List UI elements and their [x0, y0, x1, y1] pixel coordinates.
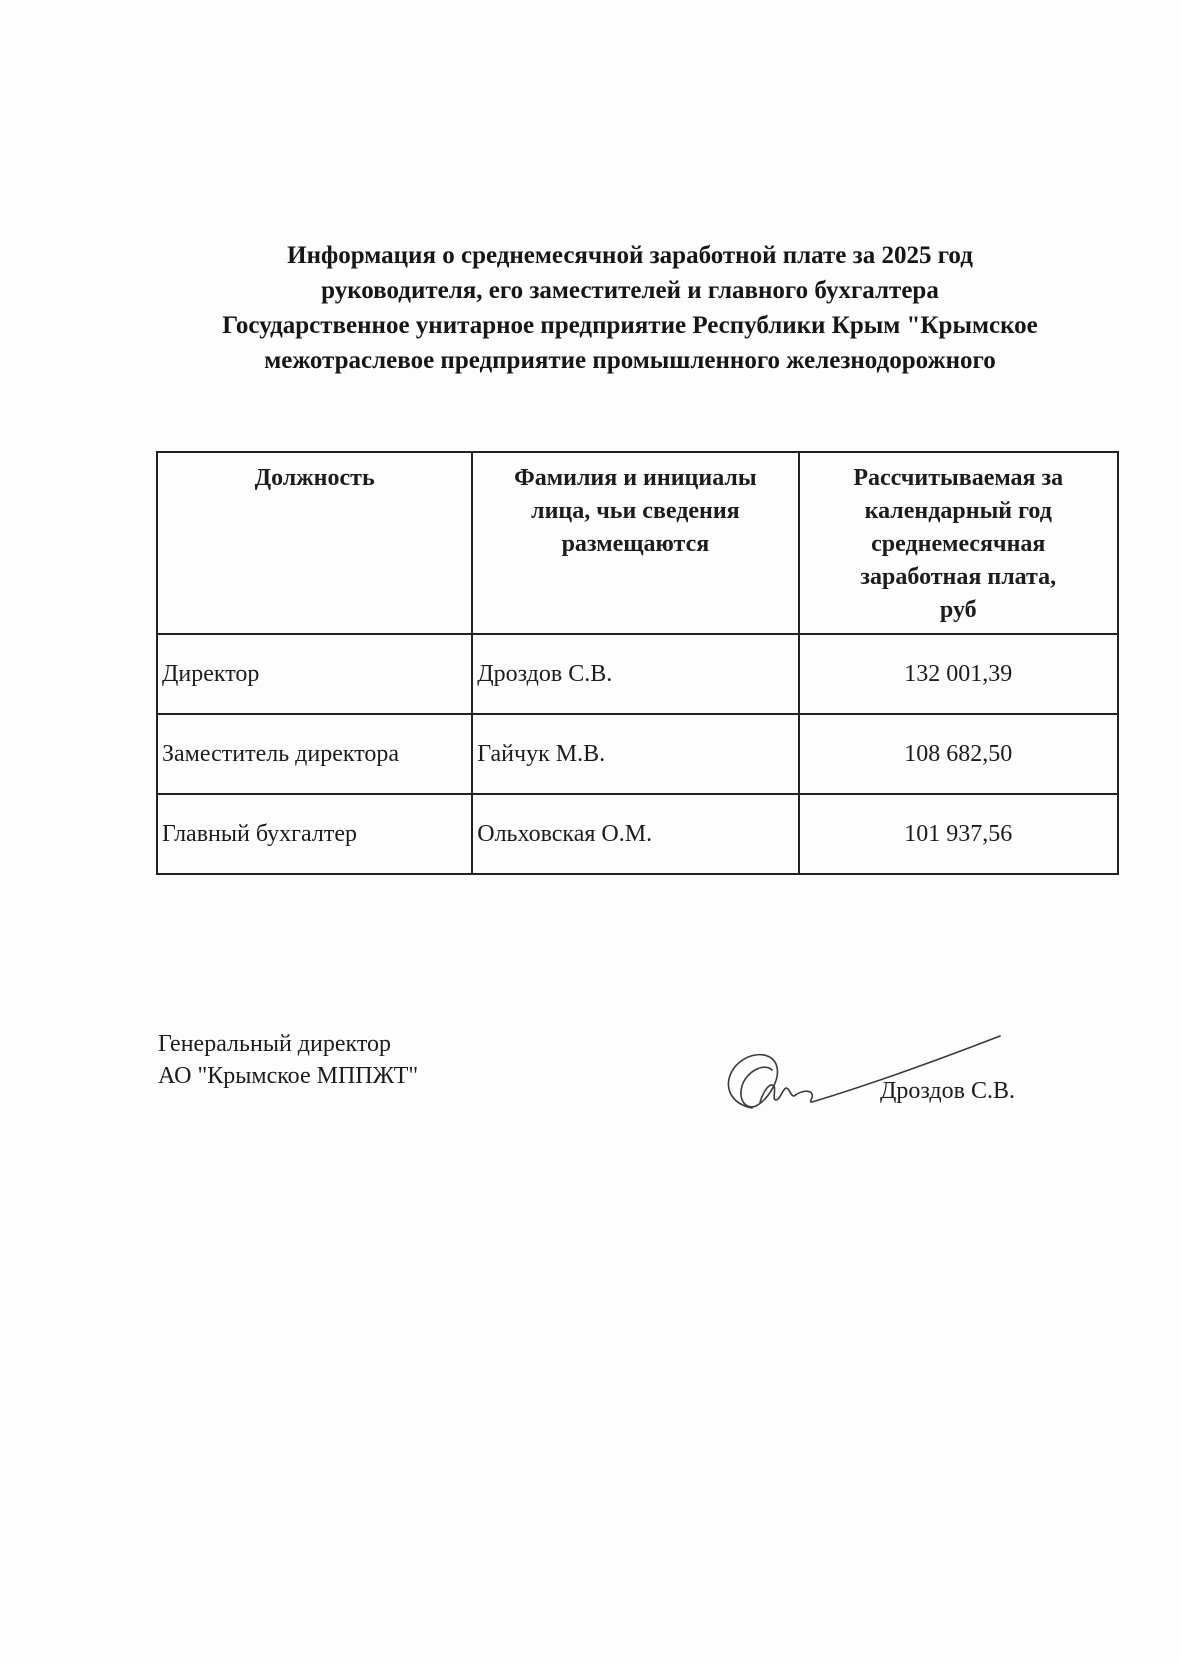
table-row: [157, 714, 1118, 794]
cell-position: Заместитель директора: [157, 714, 472, 794]
header-name: Фамилия и инициалы лица, чьи сведения размещаются: [472, 452, 798, 634]
signer-title-line: АО "Крымское МППЖТ": [158, 1063, 419, 1089]
signer-title: [158, 1028, 418, 1092]
table-row: [157, 634, 1118, 714]
cell-salary: 108 682,50: [799, 714, 1118, 794]
cell-position: Главный бухгалтер: [157, 794, 472, 874]
title-line: Информация о среднемесячной заработной плате за 2025 год: [287, 242, 973, 269]
salary-table: [156, 451, 1119, 875]
header-position: Должность: [157, 452, 472, 634]
cell-salary: 101 937,56: [799, 794, 1118, 874]
title-line: межотраслевое предприятие промышленного железнодорожного: [264, 347, 996, 374]
header-salary: Рассчитываемая за календарный год среднемесячная заработная плата, руб: [799, 452, 1118, 634]
signature-icon: [712, 1030, 1012, 1120]
cell-name: Гайчук М.В.: [472, 714, 798, 794]
cell-position: Директор: [157, 634, 472, 714]
cell-name: Ольховская О.М.: [472, 794, 798, 874]
table-header-row: [157, 452, 1118, 634]
title-line: руководителя, его заместителей и главного бухгалтера: [321, 277, 939, 304]
cell-name: Дроздов С.В.: [472, 634, 798, 714]
table-row: [157, 794, 1118, 874]
signer-name: Дроздов С.В.: [880, 1078, 1015, 1104]
document-title: [150, 238, 1110, 378]
cell-salary: 132 001,39: [799, 634, 1118, 714]
signer-title-line: Генеральный директор: [158, 1031, 392, 1057]
title-line: Государственное унитарное предприятие Республики Крым "Крымское: [222, 312, 1038, 339]
